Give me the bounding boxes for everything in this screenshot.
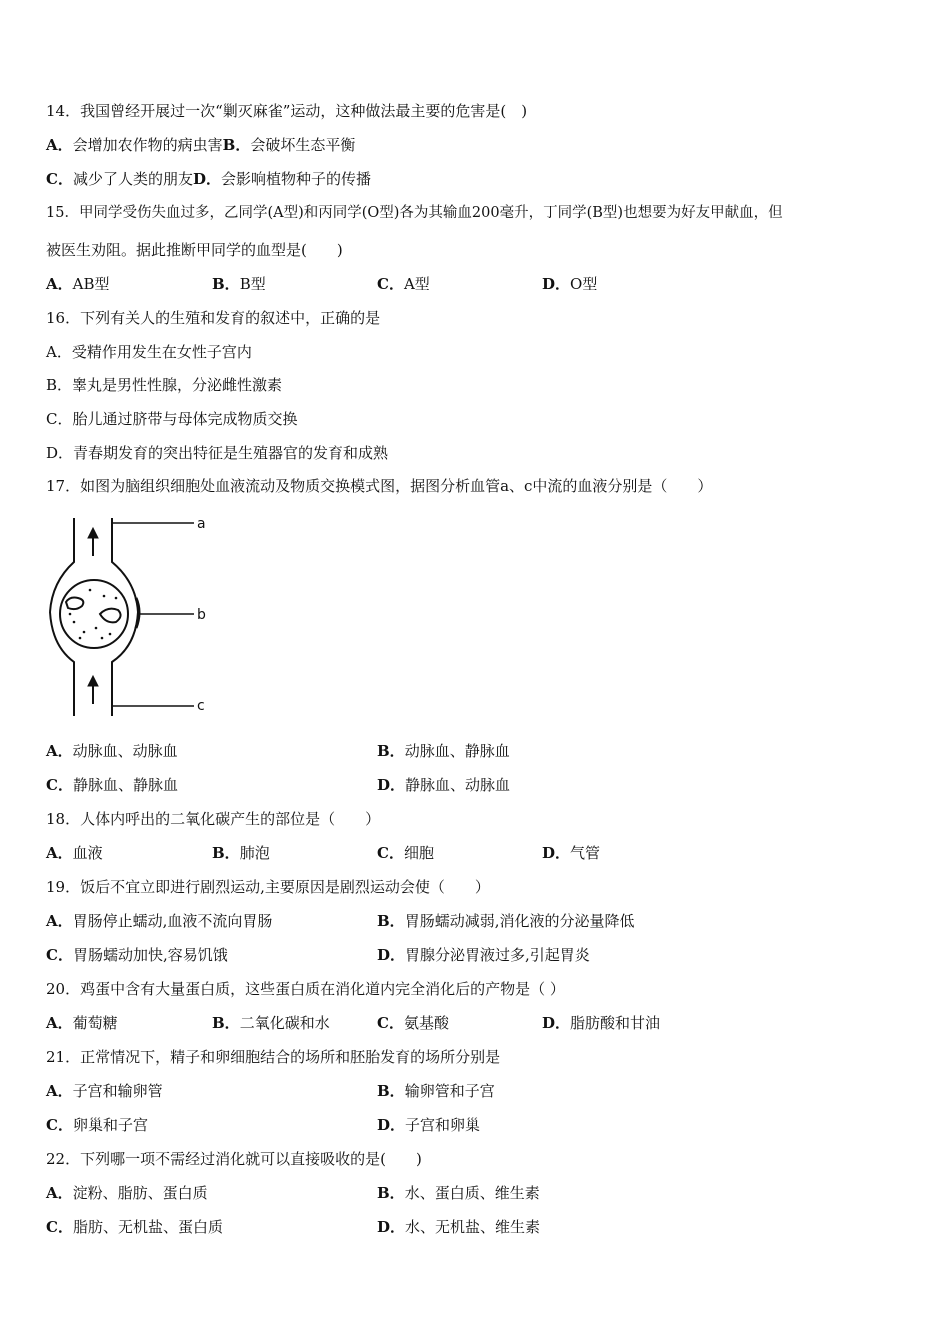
q21-option-a: A．子宫和输卵管 [46,1082,163,1100]
option-letter-d: D． [192,170,221,188]
q22-option-c: C．脂肪、无机盐、蛋白质 [46,1218,223,1236]
q16-option-c: C．胎儿通过脐带与母体完成物质交换 [46,410,298,428]
q19-option-b: B．胃肠蠕动减弱,消化液的分泌量降低 [377,912,635,930]
q19-option-a: A．胃肠停止蠕动,血液不流向胃肠 [46,912,273,930]
q18-option-a: A．血液 [46,844,103,862]
q16-option-b: B．睾丸是男性性腺，分泌雌性激素 [46,376,283,394]
q18-option-b: B．肺泡 [212,844,270,862]
q21-option-b: B．输卵管和子宫 [377,1082,495,1100]
label-a: a [197,516,206,532]
q20-option-d: D．脂肪酸和甘油 [542,1014,661,1032]
q19-stem: 19．饭后不宜立即进行剧烈运动,主要原因是剧烈运动会使（ ） [46,878,490,896]
q15-option-b: B．B型 [212,275,266,293]
q22-option-a: A．淀粉、脂肪、蛋白质 [46,1184,208,1202]
q14-option-a: 会增加农作物的病虫害 [72,136,223,154]
q14-options-ab [46,134,355,156]
q21-option-c: C．卵巢和子宫 [46,1116,148,1134]
q17-option-b: B．动脉血、静脉血 [377,742,510,760]
q14-options-cd [46,168,371,190]
q18-stem: 18．人体内呼出的二氧化碳产生的部位是（ ） [46,810,381,828]
q18-option-d: D．气管 [542,844,601,862]
q15-option-d: D．O型 [542,275,598,293]
q15-stem-line2: 被医生劝阻。据此推断甲同学的血型是( ) [46,241,343,259]
capillary-diagram [44,510,219,722]
q21-stem: 21．正常情况下，精子和卵细胞结合的场所和胚胎发育的场所分别是 [46,1048,501,1066]
q19-option-c: C．胃肠蠕动加快,容易饥饿 [46,946,228,964]
capillary-wall [136,598,139,628]
q17-option-c: C．静脉血、静脉血 [46,776,178,794]
q14-option-d: 会影响植物种子的传播 [220,170,371,188]
q18-option-c: C．细胞 [377,844,434,862]
q22-option-d: D．水、无机盐、维生素 [377,1218,541,1236]
q20-option-a: A．葡萄糖 [46,1014,118,1032]
option-letter-a: A． [46,136,73,154]
q15-option-c: C．A型 [377,275,430,293]
q22-stem: 22．下列哪一项不需经过消化就可以直接吸收的是( ) [46,1150,422,1168]
q17-option-a: A．动脉血、动脉血 [46,742,178,760]
q14-option-c: 减少了人类的朋友 [72,170,193,188]
nucleus [66,598,83,610]
label-c: c [197,698,205,714]
q21-option-d: D．子宫和卵巢 [377,1116,481,1134]
q17-stem: 17．如图为脑组织细胞处血液流动及物质交换模式图，据图分析血管a、c中流的血液分别是（ ） [46,477,713,495]
q16-option-a: A．受精作用发生在女性子宫内 [46,343,252,361]
q20-stem: 20．鸡蛋中含有大量蛋白质，这些蛋白质在消化道内完全消化后的产物是（ ） [46,980,565,998]
q22-option-b: B．水、蛋白质、维生素 [377,1184,540,1202]
q20-option-b: B．二氧化碳和水 [212,1014,330,1032]
q15-stem-line1: 15．甲同学受伤失血过多，乙同学(A型)和丙同学(O型)各为其输血200毫升，丁同学(B型)也想要为好友甲献血，但 [46,205,783,221]
option-letter-c: C． [46,170,73,188]
q17-option-d: D．静脉血、动脉血 [377,776,511,794]
q14-option-b: 会破坏生态平衡 [250,136,356,154]
q20-option-c: C．氨基酸 [377,1014,449,1032]
q14-stem: 14．我国曾经开展过一次“剿灭麻雀”运动，这种做法最主要的危害是( ) [46,102,528,120]
q15-option-a: A．AB型 [46,275,110,293]
nucleus [100,609,121,623]
q16-stem: 16．下列有关人的生殖和发育的叙述中，正确的是 [46,309,381,327]
q16-option-d: D．青春期发育的突出特征是生殖器官的发育和成熟 [46,444,389,462]
option-letter-b: B． [222,136,251,154]
q19-option-d: D．胃腺分泌胃液过多,引起胃炎 [377,946,590,964]
label-b: b [197,607,206,623]
